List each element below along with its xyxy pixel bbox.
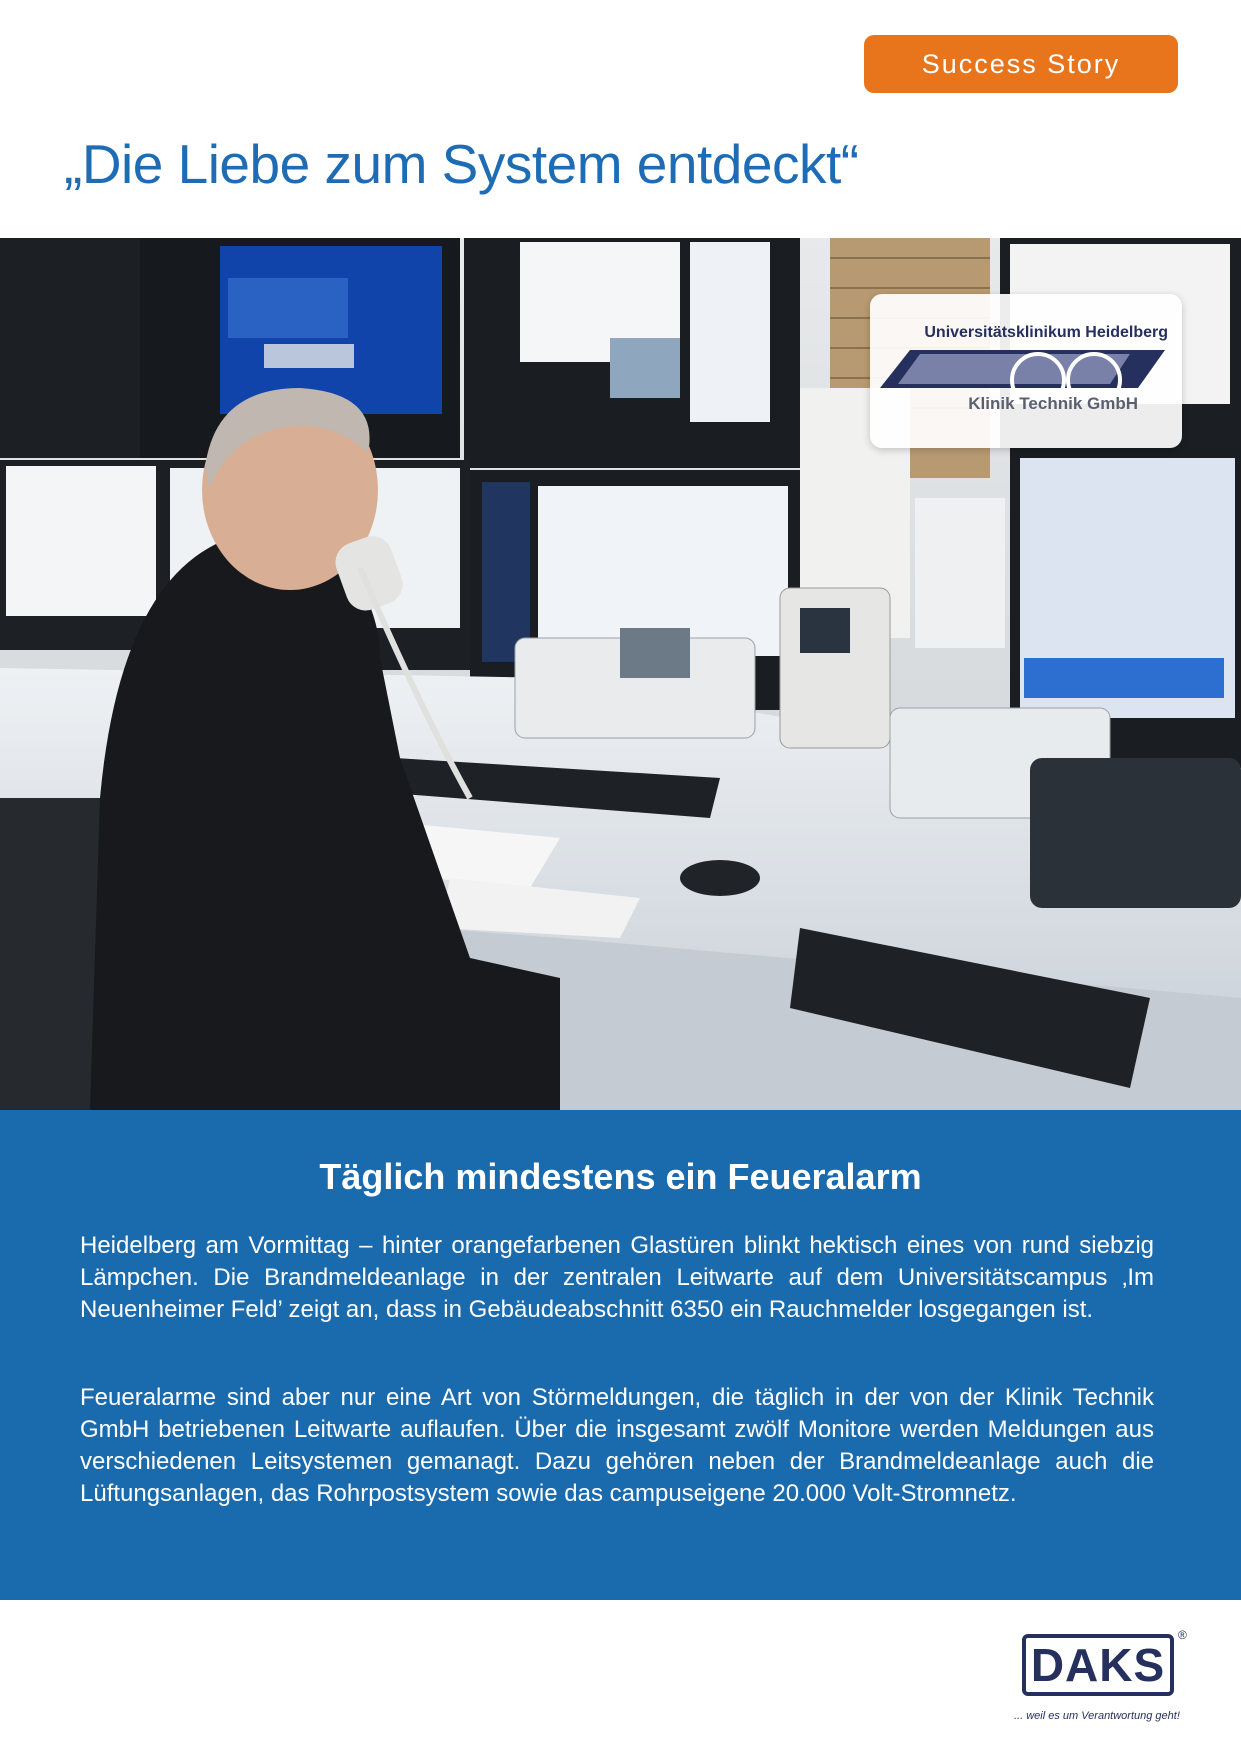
logo-emblem-icon [880,346,1170,392]
page-headline: „Die Liebe zum System entdeckt“ [64,133,859,195]
section-title: Täglich mindestens ein Feueralarm [319,1156,922,1197]
daks-logo [1008,1628,1194,1734]
klinik-technik-logo [870,294,1182,448]
daks-wordmark: DAKS [1022,1634,1174,1696]
paragraph-2: Feueralarme sind aber nur eine Art von Störmeldungen, die täglich in der von der Klinik Technik GmbH betriebenen Leitwarte auflaufen. Über die insgesamt zwölf Monitore werden Meldungen aus verschiedenen Leitsystemen gemanagt. Dazu gehören neben der Brandmeldeanlage auch die Lüftungsanlagen, das Rohrpostsystem sowie das campuseigene 20.000 Volt-Stromnetz. [80,1384,1154,1507]
logo-top-text: Universitätsklinikum Heidelberg [924,324,1168,341]
daks-tagline: ... weil es um Verantwortung geht! [1014,1710,1180,1722]
registered-mark: ® [1178,1628,1187,1642]
logo-bottom-text: Klinik Technik GmbH [968,394,1138,413]
paragraph-1: Heidelberg am Vormittag – hinter orangefarbenen Glastüren blinkt hektisch eines von rund siebzig Lämpchen. Die Brandmeldeanlage in der zentralen Leitwarte auf dem Universitätscampus ‚Im Neuenheimer Feld’ zeigt an, dass in Gebäudeabschnitt 6350 ein Rauchmelder losgegangen ist. [80,1232,1154,1323]
success-story-badge: Success Story [864,35,1178,93]
story-panel [0,1110,1241,1600]
